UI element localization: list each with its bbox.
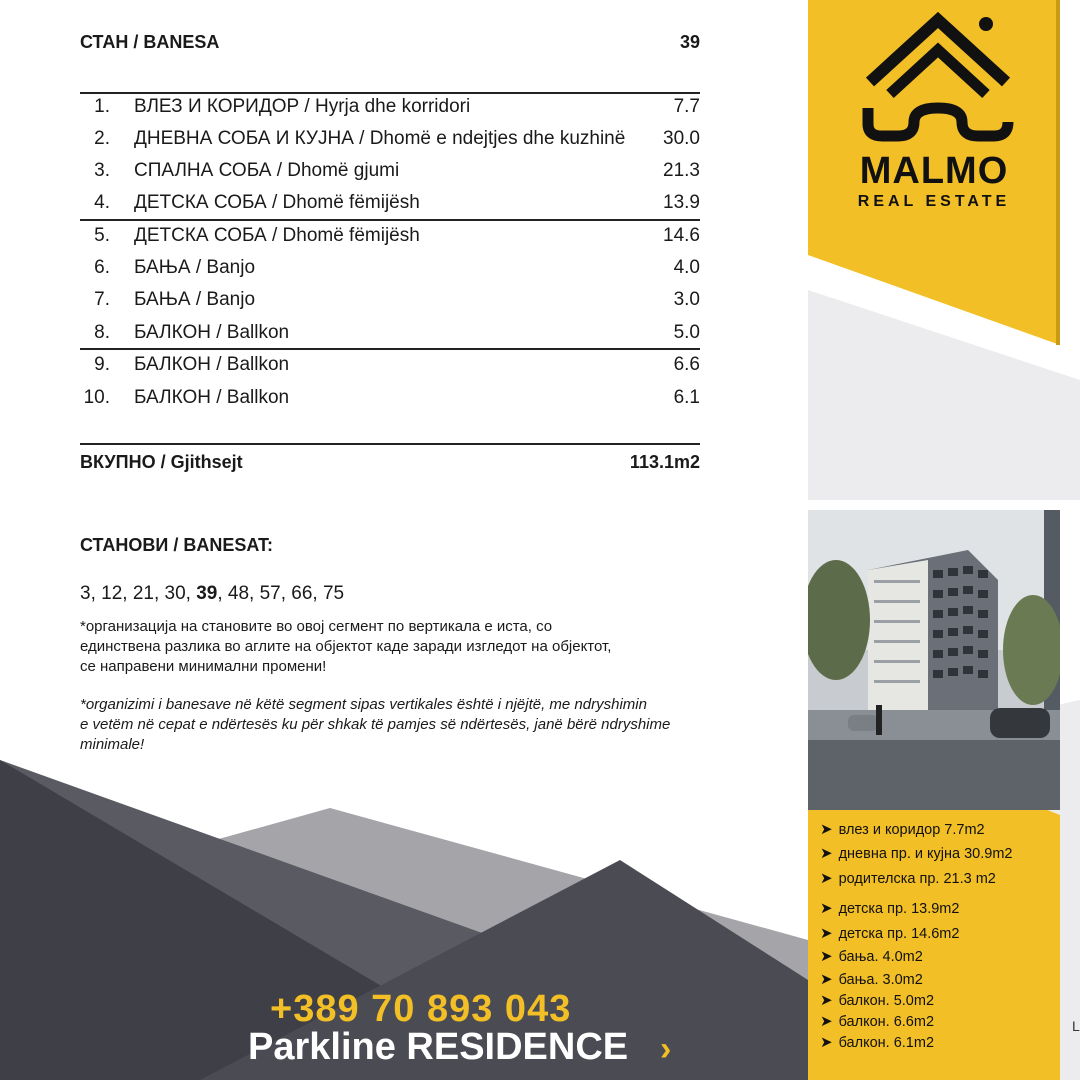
table-row: 1. ВЛЕЗ И КОРИДОР / Hyrja dhe korridori 7.7 — [94, 96, 700, 117]
table-row: 9. БАЛКОН / Ballkon 6.6 — [94, 354, 700, 375]
list-item: ➤ родителска пр. 21.3 m2 — [820, 870, 996, 887]
arrow-icon: ➤ — [820, 992, 833, 1009]
total-row — [80, 452, 700, 476]
table-row: 2. ДНЕВНА СОБА И КУЈНА / Dhomë e ndejtjes dhe kuzhinë 30.0 — [94, 128, 700, 149]
table-row: 5. ДЕТСКА СОБА / Dhomë fëmijësh 14.6 — [94, 225, 700, 246]
project-name: Parkline RESIDENCE — [248, 1026, 629, 1068]
total-label: ВКУПНО / Gjithsejt — [80, 452, 243, 472]
note-sq-line: *organizimi i banesave në këtë segment sipas vertikales është i njëjtë, me ndryshimin — [80, 696, 647, 713]
list-item: ➤ влез и коридор 7.7m2 — [820, 821, 985, 838]
table-row: 10. БАЛКОН / Ballkon 6.1 — [83, 387, 700, 408]
current-apartment: 39 — [196, 583, 218, 604]
table-row: 8. БАЛКОН / Ballkon 5.0 — [94, 322, 700, 343]
arrow-icon: ➤ — [820, 925, 833, 942]
arrow-icon: ➤ — [820, 870, 833, 887]
apartments-list: 3, 12, 21, 30, 39, 48, 57, 66, 75 — [80, 583, 345, 604]
list-item: ➤ дневна пр. и кујна 30.9m2 — [820, 845, 1013, 862]
arrow-icon: ➤ — [820, 971, 833, 988]
arrow-icon: ➤ — [820, 821, 833, 838]
list-item: ➤ балкон. 6.6m2 — [820, 1013, 935, 1030]
arrow-icon: ➤ — [820, 948, 833, 965]
note-mk-line: *организација на становите во овој сегмент по вертикала е иста, со — [80, 618, 553, 635]
list-item: ➤ детска пр. 13.9m2 — [820, 900, 960, 917]
house-logo-icon — [858, 12, 1018, 142]
brand-name: MALMO — [859, 150, 1009, 192]
list-item: ➤ детска пр. 14.6m2 — [820, 925, 960, 942]
table-row: 4. ДЕТСКА СОБА / Dhomë fëmijësh 13.9 — [94, 192, 700, 213]
list-item: ➤ балкон. 5.0m2 — [820, 992, 935, 1009]
note-mk-line: се направени минимални промени! — [80, 658, 327, 675]
chevron-right-icon[interactable]: › — [660, 1030, 672, 1068]
note-sq-line: minimale! — [80, 736, 145, 753]
table-row: 6. БАЊА / Banjo 4.0 — [94, 257, 700, 278]
table-bottom-rule — [80, 443, 700, 445]
table-row: 7. БАЊА / Banjo 3.0 — [94, 289, 700, 310]
building-photo — [808, 510, 1060, 810]
note-sq-line: e vetëm në cepat e ndërtesës ku për shkak të pamjes së ndërtesës, janë bërë ndryshime — [80, 716, 671, 733]
table-row: 3. СПАЛНА СОБА / Dhomë gjumi 21.3 — [94, 160, 700, 181]
arrow-icon: ➤ — [820, 1013, 833, 1030]
apartments-title: СТАНОВИ / BANESAT: — [80, 535, 274, 555]
note-mk-line: единствена разлика во аглите на објектот каде заради изгледот на објектот, — [80, 638, 612, 655]
arrow-icon: ➤ — [820, 1034, 833, 1051]
list-item: ➤ балкон. 6.1m2 — [820, 1034, 935, 1051]
brand-tagline: REAL ESTATE — [857, 193, 1011, 210]
list-item: ➤ бања. 3.0m2 — [820, 971, 923, 988]
apartment-label: СТАН / BANESA — [80, 32, 220, 52]
total-value: 113.1m2 — [629, 452, 700, 472]
apartment-number: 39 — [679, 32, 700, 52]
arrow-icon: ➤ — [820, 845, 833, 862]
apartment-header — [80, 32, 700, 56]
arrow-icon: ➤ — [820, 900, 833, 917]
edge-text: L — [1072, 1018, 1080, 1034]
phone-number[interactable]: +389 70 893 043 — [270, 988, 572, 1030]
list-item: ➤ бања. 4.0m2 — [820, 948, 923, 965]
